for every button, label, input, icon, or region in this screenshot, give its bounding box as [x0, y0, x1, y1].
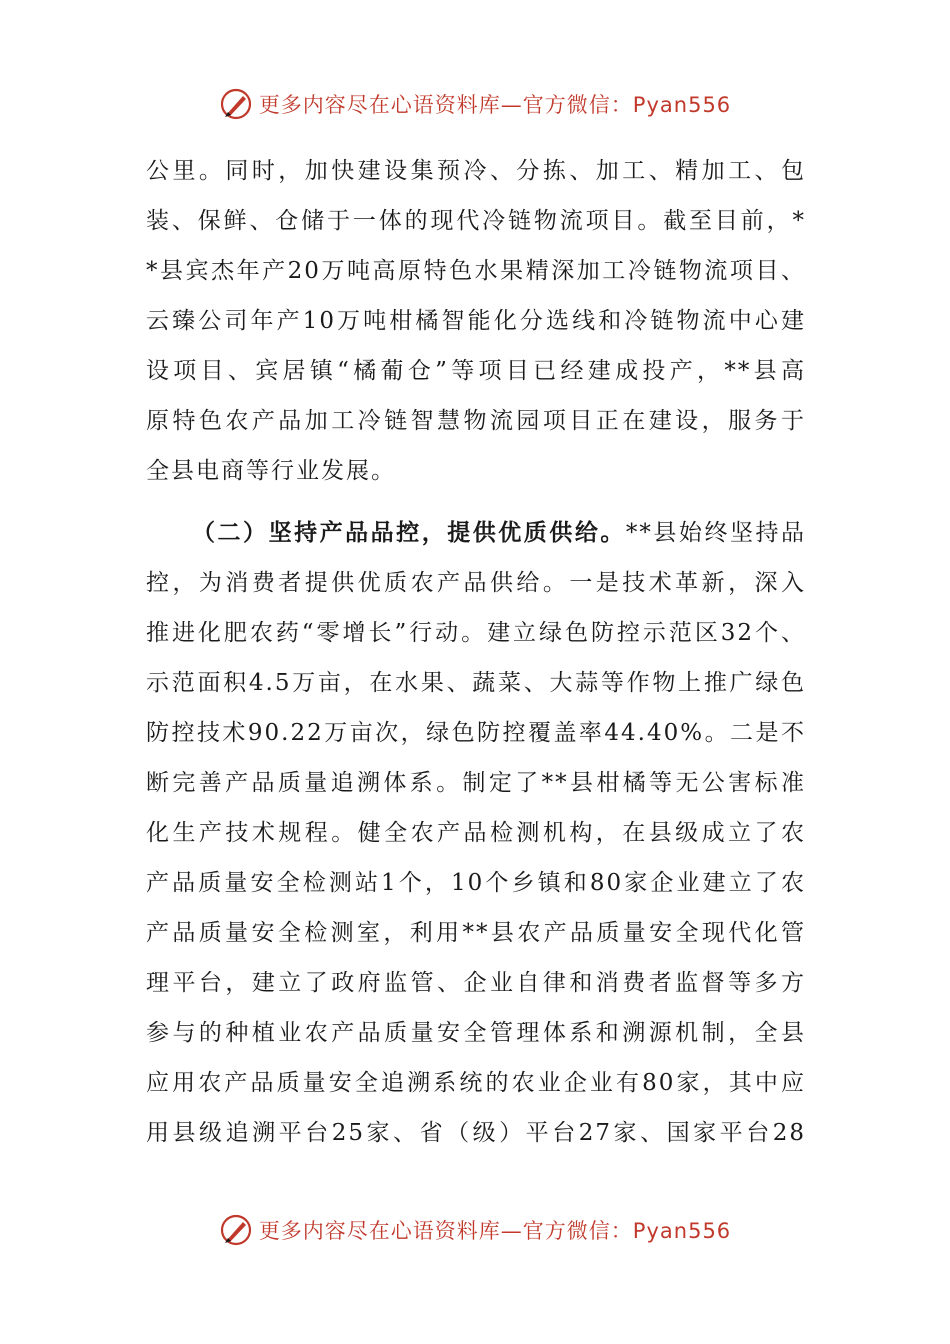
text-line: 公里。同时，加快建设集预冷、分拣、加工、精加工、包	[146, 158, 806, 184]
text-line: 全县电商等行业发展。	[146, 458, 396, 484]
paragraph-1	[146, 146, 806, 496]
paragraph-2-first-line	[146, 508, 806, 558]
document-body	[146, 146, 806, 1158]
text-line: 化生产技术规程。健全农产品检测机构，在县级成立了农	[146, 820, 806, 846]
text-line: 应用农产品质量安全追溯系统的农业企业有80家，其中应	[146, 1070, 806, 1096]
text-line: 原特色农产品加工冷链智慧物流园项目正在建设，服务于	[146, 408, 806, 434]
header-banner	[0, 84, 950, 124]
text-line: 推进化肥农药“零增长”行动。建立绿色防控示范区32个、	[146, 620, 806, 646]
pen-logo-icon	[219, 87, 253, 121]
text-line: 参与的种植业农产品质量安全管理体系和溯源机制，全县	[146, 1020, 806, 1046]
text-line: *县宾杰年产20万吨高原特色水果精深加工冷链物流项目、	[146, 258, 806, 284]
text-line: 示范面积4.5万亩，在水果、蔬菜、大蒜等作物上推广绿色	[146, 670, 806, 696]
paragraph-2	[146, 508, 806, 1158]
section-heading: （二）坚持产品品控，提供优质供给。	[192, 519, 626, 546]
text-line: 设项目、宾居镇“橘葡仓”等项目已经建成投产，**县高	[146, 358, 806, 384]
text-line: 控，为消费者提供优质农产品供给。一是技术革新，深入	[146, 570, 806, 596]
text-line: 理平台，建立了政府监管、企业自律和消费者监督等多方	[146, 970, 806, 996]
footer-banner	[0, 1210, 950, 1250]
text-line: 用县级追溯平台25家、省（级）平台27家、国家平台28	[146, 1120, 806, 1146]
pen-logo-icon	[219, 1213, 253, 1247]
footer-banner-text: 更多内容尽在心语资料库—官方微信：Pyan556	[258, 1219, 732, 1243]
text-line: 断完善产品质量追溯体系。制定了**县柑橘等无公害标准	[146, 770, 806, 796]
text-line: 产品质量安全检测站1个，10个乡镇和80家企业建立了农	[146, 870, 806, 896]
text-line: 防控技术90.22万亩次，绿色防控覆盖率44.40%。二是不	[146, 720, 806, 746]
heading-continuation: **县始终坚持品	[625, 520, 807, 546]
text-line: 产品质量安全检测室，利用**县农产品质量安全现代化管	[146, 920, 806, 946]
text-line: 云臻公司年产10万吨柑橘智能化分选线和冷链物流中心建	[146, 308, 806, 334]
text-line: 装、保鲜、仓储于一体的现代冷链物流项目。截至目前，*	[146, 208, 806, 234]
header-banner-text: 更多内容尽在心语资料库—官方微信：Pyan556	[258, 93, 732, 117]
